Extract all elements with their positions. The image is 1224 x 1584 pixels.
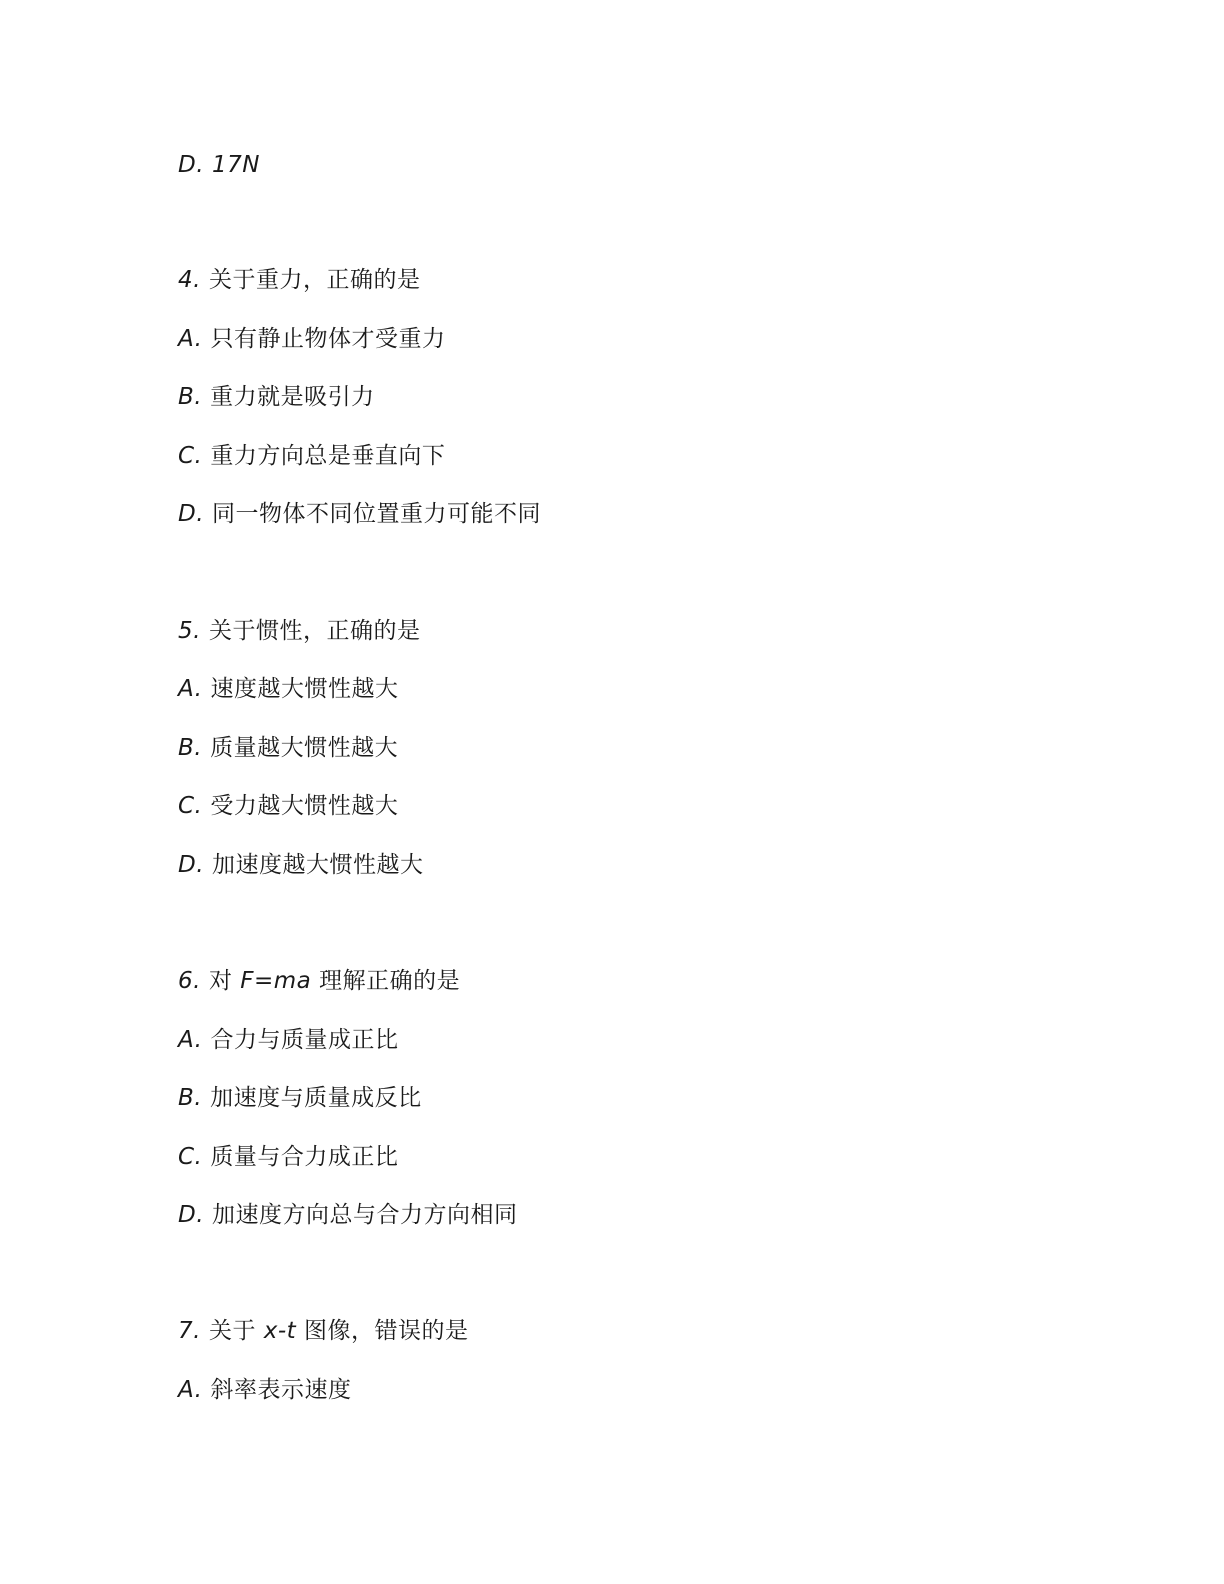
q5-option-d (178, 850, 424, 880)
q6-option-b (178, 1083, 422, 1113)
question-text-pre: 关于 (208, 1318, 264, 1344)
option-label: A. (178, 1027, 203, 1053)
option-text: 同一物体不同位置重力可能不同 (212, 501, 542, 527)
option-text: 加速度方向总与合力方向相同 (212, 1202, 518, 1228)
option-text: 加速度越大惯性越大 (212, 852, 424, 878)
option-text: 受力越大惯性越大 (210, 793, 399, 819)
question-text-post: 理解正确的是 (311, 968, 461, 994)
option-text: 加速度与质量成反比 (210, 1085, 422, 1111)
q4-option-a (178, 324, 445, 354)
option-label: C. (178, 1144, 203, 1170)
option-text: 只有静止物体才受重力 (210, 326, 446, 352)
question-text-post: 图像，错误的是 (296, 1318, 469, 1344)
option-label: A. (178, 1377, 203, 1403)
q4-option-b (178, 382, 375, 412)
q7-stem (178, 1316, 469, 1346)
q6-stem (178, 966, 460, 996)
option-text: 重力方向总是垂直向下 (210, 443, 446, 469)
question-text: 关于惯性，正确的是 (208, 618, 421, 644)
option-label: C. (178, 793, 203, 819)
question-number: 6. (178, 968, 201, 994)
option-text: 17N (212, 152, 261, 178)
q4-stem (178, 265, 420, 295)
option-label: B. (178, 384, 203, 410)
question-number: 4. (178, 267, 201, 293)
option-label: B. (178, 735, 203, 761)
option-text: 质量越大惯性越大 (210, 735, 399, 761)
q6-option-a (178, 1025, 398, 1055)
q7-option-a (178, 1375, 351, 1405)
question-text: 关于重力，正确的是 (208, 267, 421, 293)
option-label: D. (178, 501, 205, 527)
q4-option-c (178, 441, 445, 471)
q3-option-d (178, 150, 260, 180)
option-text: 速度越大惯性越大 (210, 676, 399, 702)
option-label: C. (178, 443, 203, 469)
option-text: 质量与合力成正比 (210, 1144, 399, 1170)
option-label: D. (178, 152, 205, 178)
option-label: D. (178, 852, 205, 878)
q4-option-d (178, 499, 541, 529)
option-label: D. (178, 1202, 205, 1228)
q5-option-c (178, 791, 398, 821)
q5-option-b (178, 733, 398, 763)
option-label: A. (178, 326, 203, 352)
question-number: 5. (178, 618, 201, 644)
formula: x-t (263, 1318, 297, 1344)
option-text: 合力与质量成正比 (210, 1027, 399, 1053)
q5-stem (178, 616, 420, 646)
option-label: A. (178, 676, 203, 702)
q5-option-a (178, 674, 398, 704)
option-label: B. (178, 1085, 203, 1111)
formula: F=ma (240, 968, 312, 994)
option-text: 重力就是吸引力 (210, 384, 375, 410)
question-number: 7. (178, 1318, 201, 1344)
q6-option-c (178, 1142, 398, 1172)
option-text: 斜率表示速度 (210, 1377, 352, 1403)
question-text-pre: 对 (208, 968, 241, 994)
q6-option-d (178, 1200, 518, 1230)
